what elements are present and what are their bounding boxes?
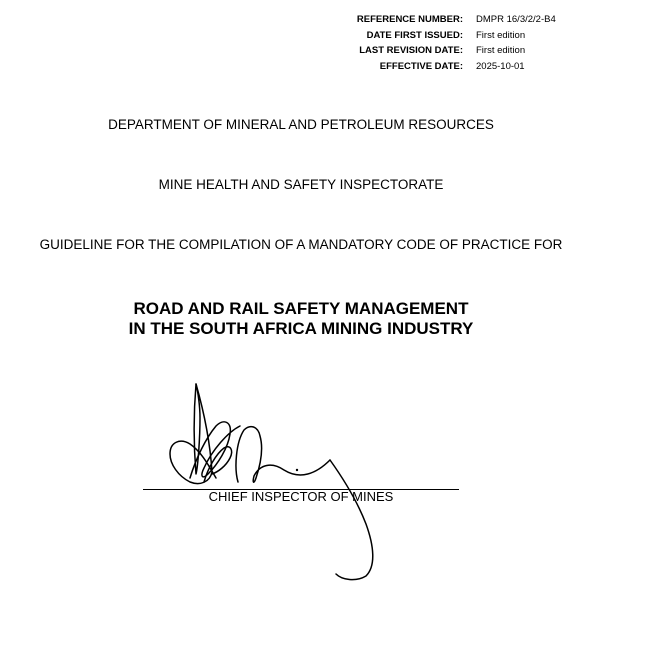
date-first-issued-label: DATE FIRST ISSUED: bbox=[366, 29, 463, 41]
document-title-line-1: ROAD AND RAIL SAFETY MANAGEMENT bbox=[133, 299, 469, 318]
document-title-line-2: IN THE SOUTH AFRICA MINING INDUSTRY bbox=[128, 319, 474, 338]
reference-number-value: DMPR 16/3/2/2-B4 bbox=[476, 14, 556, 25]
department-heading: DEPARTMENT OF MINERAL AND PETROLEUM RESOURCES bbox=[108, 117, 494, 132]
inspectorate-heading: MINE HEALTH AND SAFETY INSPECTORATE bbox=[158, 177, 444, 192]
date-first-issued-row bbox=[300, 28, 556, 44]
date-first-issued-value: First edition bbox=[476, 29, 526, 41]
document-title bbox=[0, 299, 602, 339]
last-revision-date-label: LAST REVISION DATE: bbox=[359, 45, 463, 56]
last-revision-date-value: First edition bbox=[476, 45, 526, 56]
guideline-heading: GUIDELINE FOR THE COMPILATION OF A MANDATORY CODE OF PRACTICE FOR bbox=[39, 237, 563, 252]
document-metadata bbox=[300, 12, 556, 74]
reference-number-label: REFERENCE NUMBER: bbox=[356, 14, 463, 25]
signatory-title: CHIEF INSPECTOR OF MINES bbox=[208, 489, 394, 504]
reference-number-row bbox=[300, 12, 556, 28]
effective-date-row bbox=[300, 59, 556, 75]
last-revision-date-row bbox=[300, 43, 556, 59]
handwritten-signature bbox=[160, 378, 390, 588]
effective-date-value: 2025-10-01 bbox=[476, 60, 525, 72]
effective-date-label: EFFECTIVE DATE: bbox=[379, 60, 463, 72]
